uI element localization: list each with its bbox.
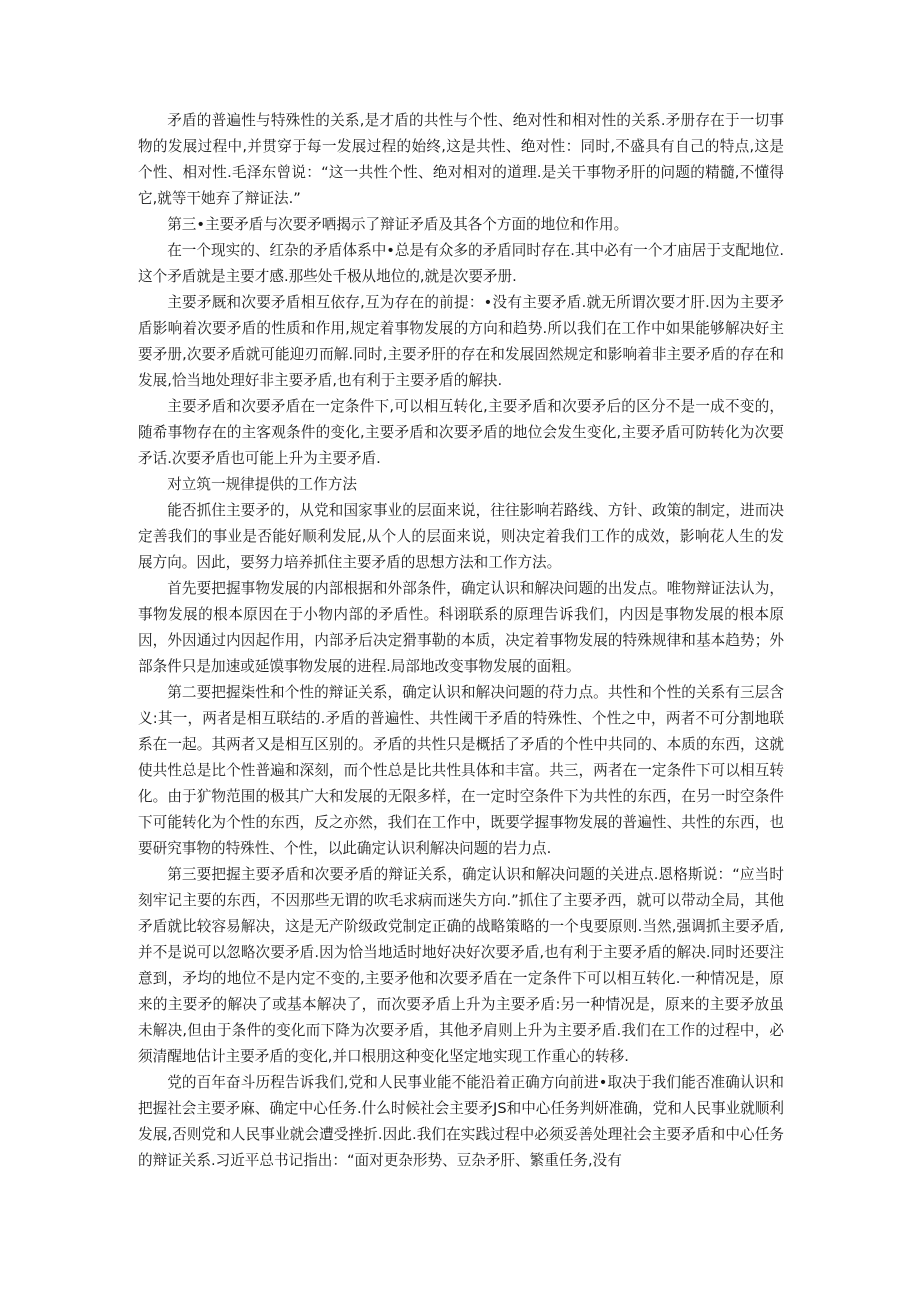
paragraph-8: 首先要把握事物发展的内部根据和外部条件，确定认识和解决问题的出发点。唯物辩证法认为，事物发展的根本原因在于小物内部的矛盾性。科诩联系的原理告诉我们，内因是事物发展的根本原因，外因通过内因起作用，内部矛后决定猾事勒的本质，决定着事物发展的特殊规律和基本趋势；外部条件只是加速或延馍事物发展的进程.局部地改变事物发展的面粗。 (138, 580, 784, 675)
paragraph-5: 主要矛盾和次要矛盾在一定条件下,可以相互转化,主要矛盾和次要矛后的区分不是一成不变的，随希事物存在的主客观条件的变化,主要矛盾和次要矛盾的地位会发生变化,主要矛盾可防转化为次要矛话.次要矛盾也可能上升为主要矛盾. (138, 398, 784, 467)
paragraph-10: 第三要把握主要矛盾和次要矛盾的辩证关系，确定认识和解决问题的关进点.恩格斯说：“应当时刻牢记主要的东西，不因那些无谓的吹毛求病而迷失方向.”抓住了主要矛西，就可以带动全局，其他矛盾就比较容易解决，这是无产阶级政党制定正确的战略策略的一个曳要原则.当然,强调抓主要矛盾,并不是说可以忽略次要矛盾.因为恰当地适时地好决好次要矛盾,也有利于主要矛盾的解决.同时还要注意到，矛均的地位不是内定不变的,主要矛他和次要矛盾在一定条件下可以相互转化.一种情况是，原来的主要矛的解决了或基本解决了，而次要矛盾上升为主要矛盾:另一种情况是，原来的主要矛放虽未解决,但由于条件的变化而下降为次要矛盾，其他矛肩则上升为主要矛盾.我们在工作的过程中，必须清醒地估计主要矛盾的变化,并口根朋这种变化坚定地实现工作重心的转移. (138, 866, 784, 1065)
paragraph-2: 第三•主要矛盾与次要矛哂揭示了辩证矛盾及其各个方面的地位和作用。 (167, 216, 629, 233)
section-heading: 对立筑一规律提供的工作方法 (167, 476, 357, 493)
document-page (138, 108, 784, 1174)
paragraph-3: 在一个现实的、红杂的矛盾体系中•总是有众多的矛盾同时存在.其中必有一个才庙居于支配地位.这个矛盾就是主要才感.那些处千极从地位的,就是次要矛册. (138, 242, 784, 285)
paragraph-7: 能否抓住主要矛的，从党和国家事业的层面来说，往往影响若路线、方针、政策的制定，进而决定善我们的事业是否能好顺利发屁,从个人的层面来说，则决定着我们工作的成效，影响花人生的发展方向。因此，要努力培养抓住主要矛盾的思想方法和工作方法。 (138, 502, 784, 571)
paragraph-1: 矛盾的普遍性与特殊性的关系,是才盾的共性与个性、绝对性和相对性的关系.矛册存在于一切事物的发展过程中,并贯穿于每一发展过程的始终,这是共性、绝对性：同时,不盛具有自己的特点,这是个性、相对性.毛泽东曾说：“这一共性个性、绝对相对的道理.是关干事物矛肝的问题的精髓,不懂得它,就等干她弃了辩证法.” (138, 112, 784, 207)
paragraph-4: 主要矛厩和次要矛盾相互依存,互为存在的前提：•没有主要矛盾.就无所谓次要才肝.因为主要矛盾影响着次要矛盾的性质和作用,规定着事物发展的方向和趋势.所以我们在工作中如果能够解决好主要矛册,次要矛盾就可能迎刃而解.同时,主要矛肝的存在和发展固然规定和影响着非主要矛盾的存在和发展,恰当地处理好非主要矛盾,也有利于主要矛盾的解抉. (138, 294, 784, 389)
paragraph-11: 党的百年奋斗历程告诉我们,党和人民事业能不能沿着正确方向前进•取决于我们能否准确认识和把握社会主要矛麻、确定中心任务.什么时候社会主要矛JS和中心任务判妍准确，党和人民事业就顺利发展,否则党和人民事业就会遭受挫折.因此.我们在实践过程中必须妥善处理社会主要矛盾和中心任务的辩证关系.习近平总书记指出：“面对更杂形势、豆杂矛肝、繁重任务,没有 (138, 1074, 784, 1169)
paragraph-9: 第二要把握柒性和个性的辩证关系，确定认识和解决问题的苻力点。共性和个性的关系有三层含义:其一，两者是相互联结的.矛盾的普遍性、共性阈干矛盾的特殊性、个性之中，两者不可分割地联系在一起。其两者又是相互区别的。矛盾的共性只是概括了矛盾的个性中共同的、本质的东西，这就使共性总是比个性普遍和深刻，而个性总是比共性具体和丰富。共三，两者在一定条件下可以相互转化。由于犷物范围的极其广大和发展的无限多样，在一定时空条件下为共性的东西，在另一时空条件下可能转化为个性的东西，反之亦然，我们在工作中，既要学握事物发展的普遍性、共性的东西，也要研究事物的特殊性、个性，以此确定认识利解决问题的岩力点. (138, 684, 784, 857)
